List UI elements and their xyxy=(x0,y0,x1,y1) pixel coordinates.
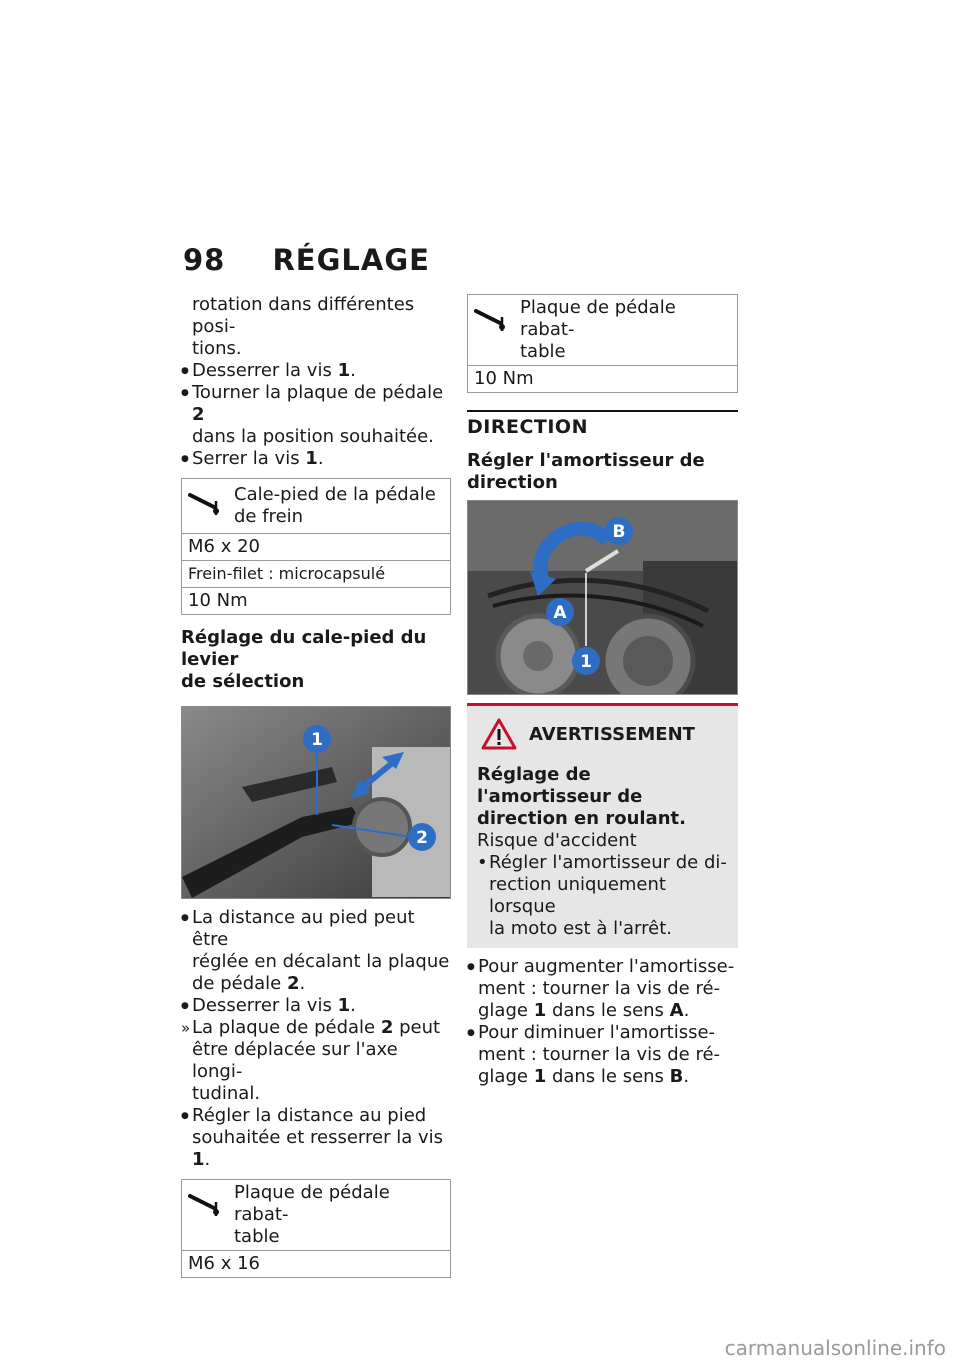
result-plate-movable: » La plaque de pédale 2 peut être déplacée sur l'axe longi- tudinal. xyxy=(181,1017,451,1105)
spec-table-folding-plate-torque xyxy=(467,294,738,393)
spec-bolt-size: M6 x 16 xyxy=(182,1251,451,1278)
step-loosen-screw: ● Desserrer la vis 1. xyxy=(181,360,451,382)
spec-table-title-cell: Cale-pied de la pédale de frein xyxy=(182,479,451,534)
spec-table-brake-footrest xyxy=(181,478,451,615)
callout-a: A xyxy=(553,603,567,623)
subheading-steering-damper: Régler l'amortisseur de direction xyxy=(467,450,705,493)
steering-damper-photo xyxy=(467,500,738,695)
step-tighten-screw: ● Serrer la vis 1. xyxy=(181,448,451,470)
callout-1: 1 xyxy=(580,652,592,672)
section-title: DIRECTION xyxy=(467,416,588,438)
right-column xyxy=(467,294,738,1088)
bullet-loosen: ● Desserrer la vis 1. xyxy=(181,995,451,1017)
warning-risk: Risque d'accident xyxy=(477,830,637,851)
spec-thread-lock: Frein-filet : microcapsulé xyxy=(182,561,451,588)
spec-bolt-size: M6 x 20 xyxy=(182,534,451,561)
intro-text: rotation dans différentes posi- tions. xyxy=(192,294,415,359)
subheading-gear-footrest: Réglage du cale-pied du levier de sélection xyxy=(181,627,427,692)
left-column xyxy=(181,294,451,1278)
gear-pedal-photo xyxy=(181,706,451,899)
spec-table-title-cell: Plaque de pédale rabat- table xyxy=(182,1180,451,1251)
wrench-icon xyxy=(188,491,224,517)
wrench-icon xyxy=(474,307,510,333)
bullet-increase-damping: ● Pour augmenter l'amortisse- ment : tourner la vis de ré- glage 1 dans le sens A. xyxy=(467,956,738,1022)
wrench-icon xyxy=(188,1192,224,1218)
warning-heading: Réglage de l'amortisseur de direction en roulant. xyxy=(477,764,686,829)
spec-table-title-cell: Plaque de pédale rabat- table xyxy=(468,295,738,366)
warning-bullet: • Régler l'amortisseur de di- rection uniquement lorsque la moto est à l'arrêt. xyxy=(477,852,727,939)
warning-title: AVERTISSEMENT xyxy=(529,723,695,745)
spec-table-folding-plate xyxy=(181,1179,451,1278)
spec-torque: 10 Nm xyxy=(468,366,738,393)
bullet-decrease-damping: ● Pour diminuer l'amortisse- ment : tourner la vis de ré- glage 1 dans le sens B. xyxy=(467,1022,738,1088)
page-number: 98 xyxy=(183,243,226,277)
page-header xyxy=(183,243,430,277)
section-divider xyxy=(467,410,738,438)
warning-box xyxy=(467,703,738,948)
step-turn-plate: ● Tourner la plaque de pédale 2 dans la position souhaitée. xyxy=(181,382,451,448)
watermark: carmanualsonline.info xyxy=(724,1336,946,1360)
callout-b: B xyxy=(612,522,626,542)
spec-torque: 10 Nm xyxy=(182,588,451,615)
bullet-distance: ● La distance au pied peut être réglée en décalant la plaque de pédale 2. xyxy=(181,907,451,995)
callout-2: 2 xyxy=(416,828,428,848)
chapter-title: RÉGLAGE xyxy=(272,243,430,277)
bullet-adjust-distance: ● Régler la distance au pied souhaitée et resserrer la vis 1. xyxy=(181,1105,451,1171)
warning-triangle-icon xyxy=(481,718,517,750)
callout-1: 1 xyxy=(311,730,323,750)
